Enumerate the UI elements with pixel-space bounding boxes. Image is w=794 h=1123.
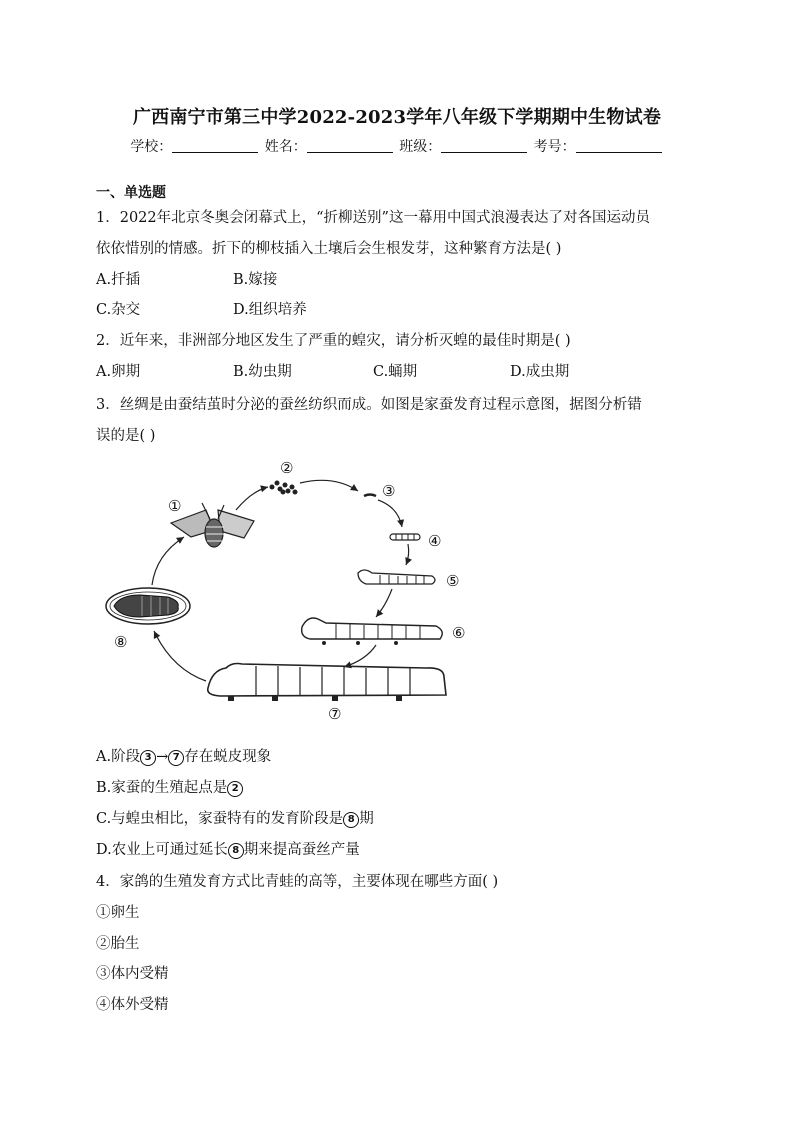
name-blank[interactable] [307, 139, 393, 153]
q3-option-d-text-2: 期来提高蚕丝产量 [243, 842, 360, 858]
school-blank[interactable] [172, 139, 258, 153]
q1-stem-line1: 1．2022年北京冬奥会闭幕式上，“折柳送别”这一幕用中国式浪漫表达了对各国运动员 [96, 210, 650, 226]
stage-label-6: ⑥ [452, 624, 466, 642]
q2-option-b[interactable]: B.幼虫期 [233, 364, 292, 380]
circled-number-7: 7 [168, 750, 184, 766]
pupa-cocoon-figure [106, 588, 190, 624]
q4-choice-2[interactable]: ②胎生 [96, 936, 140, 952]
class-label: 班级： [399, 139, 442, 155]
silkworm-life-cycle-diagram [96, 455, 476, 725]
q3-option-a-text-1: A.阶段 [96, 749, 141, 765]
q1-option-d[interactable]: D.组织培养 [233, 302, 307, 318]
stage-label-7: ⑦ [328, 705, 342, 723]
q2-stem: 2．近年来，非洲部分地区发生了严重的蝗灾，请分析灭蝗的最佳时期是( ) [96, 333, 571, 349]
number-blank[interactable] [576, 139, 662, 153]
q3-option-a-arrow: → [156, 749, 169, 765]
stage-label-2: ② [280, 459, 294, 477]
q2-option-c[interactable]: C.蛹期 [373, 364, 418, 380]
q3-option-c-text-1: C.与蝗虫相比，家蚕特有的发育阶段是 [96, 811, 344, 827]
q4-choice-1[interactable]: ①卵生 [96, 905, 140, 921]
q3-option-c[interactable] [96, 807, 374, 828]
circled-number-8: 8 [343, 812, 359, 828]
q3-option-b-text: B.家蚕的生殖起点是 [96, 780, 228, 796]
q1-option-b[interactable]: B.嫁接 [233, 272, 278, 288]
larva-stage-5-figure [358, 570, 435, 584]
stage-label-8: ⑧ [114, 633, 128, 651]
q3-stem-line2: 误的是( ) [96, 428, 156, 444]
section-heading: 一、单选题 [96, 185, 166, 201]
q3-option-c-text-2: 期 [359, 811, 374, 827]
name-label: 姓名： [264, 139, 307, 155]
q3-stem-line1: 3．丝绸是由蚕结茧时分泌的蚕丝纺织而成。如图是家蚕发育过程示意图，据图分析错 [96, 397, 642, 413]
q3-option-a-text-2: 存在蜕皮现象 [184, 749, 272, 765]
stage-label-1: ① [168, 497, 182, 515]
exam-title: 广西南宁市第三中学2022-2023学年八年级下学期期中生物试卷 [132, 107, 662, 128]
q3-option-a[interactable] [96, 745, 271, 766]
q3-option-b[interactable] [96, 776, 243, 797]
larva-stage-6-figure [302, 618, 443, 645]
q4-choice-4[interactable]: ④体外受精 [96, 997, 169, 1013]
q1-option-a[interactable]: A.扦插 [96, 272, 141, 288]
student-info-line [0, 136, 794, 156]
circled-number-2: 2 [227, 781, 243, 797]
circled-number-3: 3 [140, 750, 156, 766]
larva-stage-7-figure [208, 664, 446, 702]
q2-option-a[interactable]: A.卵期 [96, 364, 141, 380]
stage-label-4: ④ [428, 532, 442, 550]
q2-option-d[interactable]: D.成虫期 [510, 364, 570, 380]
q1-stem-line2: 依依惜别的情感。折下的柳枝插入土壤后会生根发芽，这种繁育方法是( ) [96, 241, 562, 257]
number-label: 考号： [533, 139, 576, 155]
stage-label-3: ③ [382, 482, 396, 500]
school-label: 学校： [130, 139, 173, 155]
stage-label-5: ⑤ [446, 572, 460, 590]
q4-choice-3[interactable]: ③体内受精 [96, 966, 169, 982]
circled-number-8: 8 [228, 843, 244, 859]
larva-stage-3-figure [364, 495, 376, 497]
class-blank[interactable] [441, 139, 527, 153]
q4-stem: 4．家鸽的生殖发育方式比青蛙的高等，主要体现在哪些方面( ) [96, 874, 499, 890]
larva-stage-4-figure [390, 534, 420, 540]
q3-option-d-text-1: D.农业上可通过延长 [96, 842, 228, 858]
moth-adult-figure [171, 503, 254, 547]
q1-option-c[interactable]: C.杂交 [96, 302, 141, 318]
eggs-figure [270, 481, 298, 495]
q3-option-d[interactable] [96, 838, 360, 859]
